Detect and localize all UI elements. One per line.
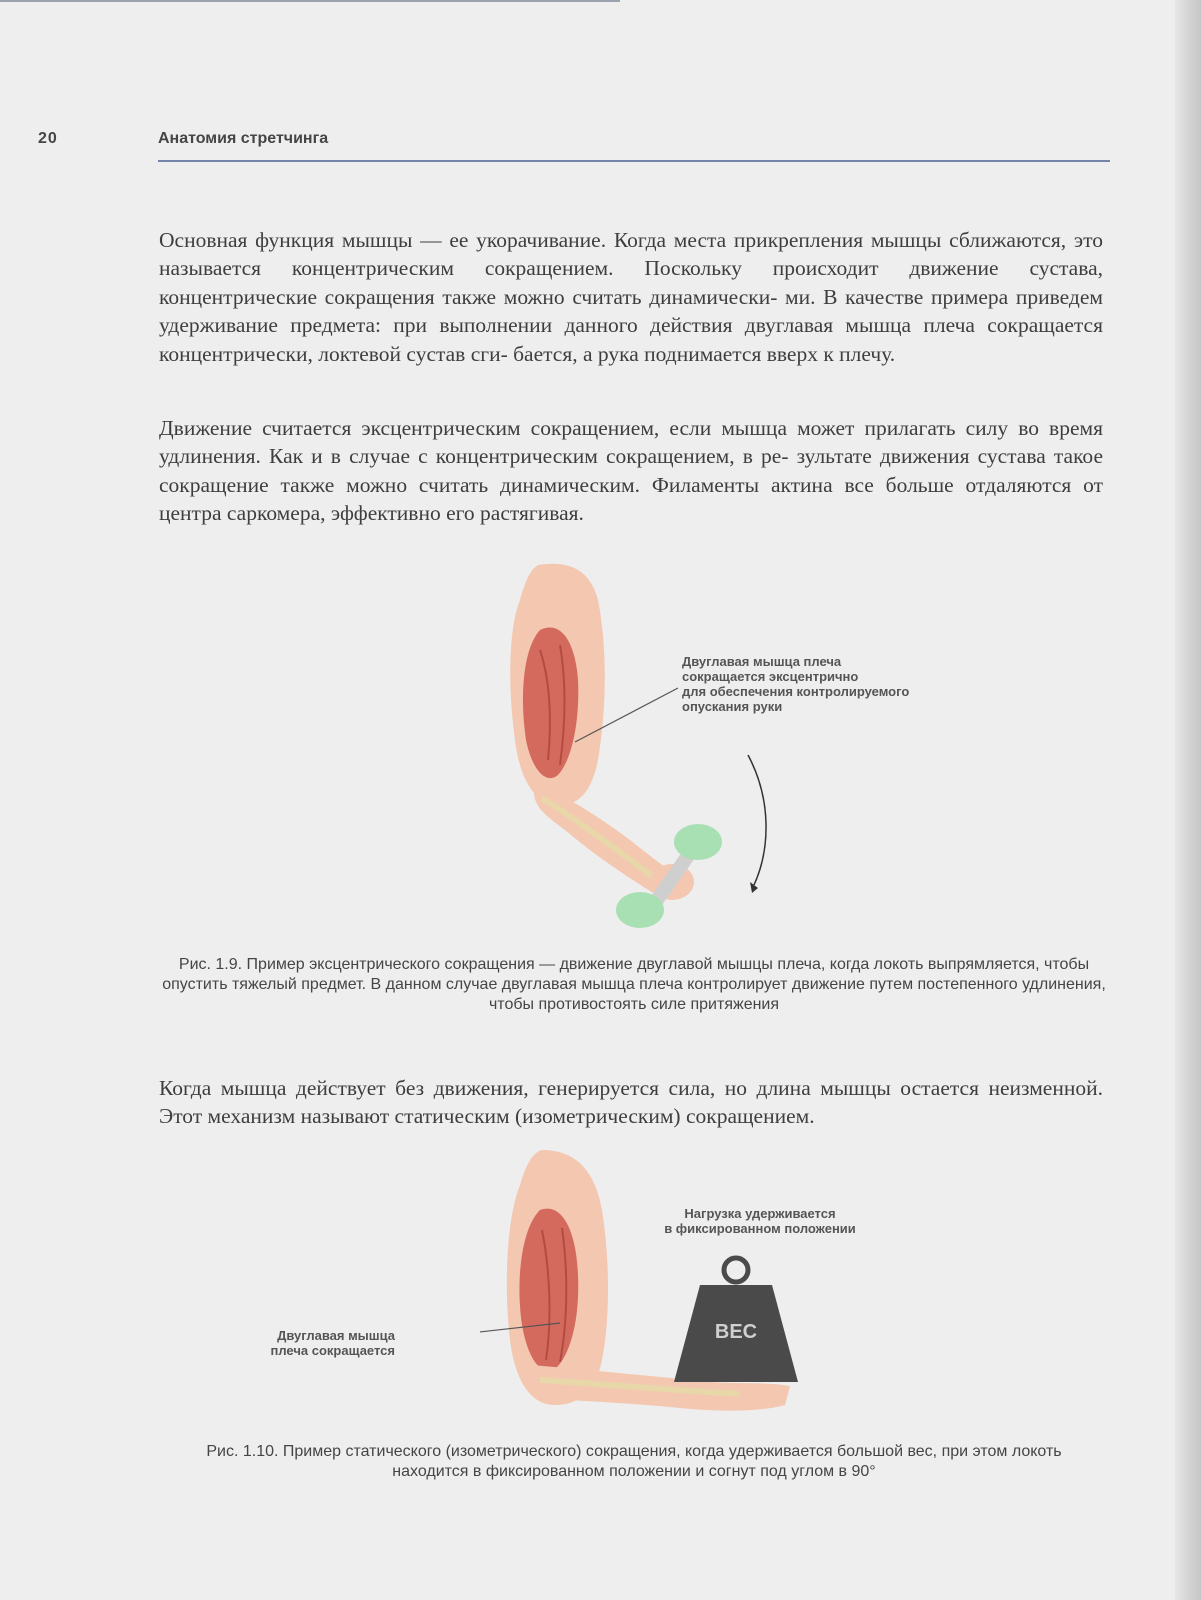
arm-isometric-illustration (480, 1150, 820, 1425)
label-biceps-contracts: Двуглавая мышца плеча сокращается (270, 1328, 395, 1358)
paragraph-eccentric: Движение считается эксцентрическим сокращением, если мышца может прилагать силу во время удлинения. Как и в случае с концентрическим сокращением, в ре- зультате движения сустава такое сокращение также можно считать динамическим. Филаменты актина все больше отдаляются от центра саркомера, эффективно его растягивая. (159, 416, 1103, 526)
top-edge-rule (0, 0, 620, 2)
figure-eccentric (480, 560, 800, 940)
paragraph-isometric: Когда мышца действует без движения, генерируется сила, но длина мышцы остается неизменной. Этот механизм называют статическим (изометрическим) сокращением. (159, 1076, 1103, 1129)
header-rule (158, 160, 1110, 162)
running-title: Анатомия стретчинга (158, 130, 329, 147)
label-load-fixed: Нагрузка удерживается в фиксированном положении (664, 1206, 856, 1236)
page-header (38, 128, 1113, 162)
page-number: 20 (38, 130, 58, 147)
arm-eccentric-illustration (480, 560, 800, 940)
weight-label: ВЕС (714, 1321, 758, 1343)
caption-figure-1-9: Рис. 1.9. Пример эксцентрического сокращения — движение двуглавой мышцы плеча, когда локоть выпрямляется, чтобы опустить тяжелый предмет. В данном случае двуглавая мышца плеча контролирует движение путем постепенного удлинения, чтобы противостоять силе притяжения (162, 956, 1106, 1013)
label-biceps-eccentric: Двуглавая мышца плеча сокращается эксцентрично для обеспечения контролируемого опускания руки (682, 654, 910, 714)
page-edge-shadow (1175, 0, 1201, 1600)
figure-isometric (480, 1150, 820, 1425)
caption-figure-1-10: Рис. 1.10. Пример статического (изометрического) сокращения, когда удерживается большой вес, при этом локоть находится в фиксированном положении и согнут под углом в 90° (206, 1443, 1062, 1480)
paragraph-concentric: Основная функция мышцы — ее укорачивание. Когда места прикрепления мышцы сближаются, это называется концентрическим сокращением. Поскольку происходит движение сустава, концентрические сокращения также можно считать динамически- ми. В качестве примера приведем удерживание предмета: при выполнении данного действия двуглавая мышца плеча сокращается концентрически, локтевой сустав сги- бается, а рука поднимается вверх к плечу. (159, 228, 1103, 366)
